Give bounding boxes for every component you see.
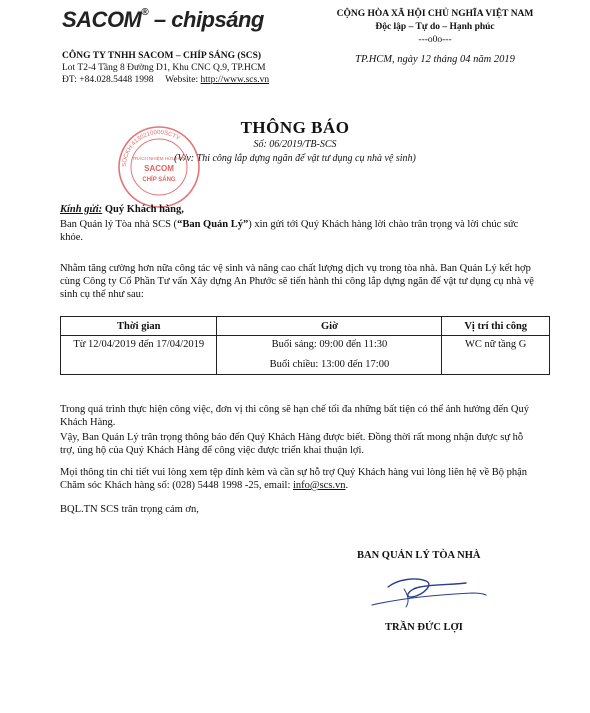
closing-line: BQL.TN SCS trân trọng cảm ơn, [60, 504, 199, 515]
motto-divider: ---o0o--- [418, 35, 452, 45]
notice-number: Số: 06/2019/TB-SCS [253, 139, 337, 150]
paragraph-contact [60, 466, 540, 492]
intro-text-a: Ban Quản lý Tòa nhà SCS ( [60, 219, 178, 230]
logo-registered-mark: ® [141, 7, 149, 18]
header-time: Thời gian [61, 317, 217, 336]
intro-text-bold: “Ban Quản Lý” [177, 219, 249, 230]
paragraph-purpose: Nhằm tăng cường hơn nữa công tác vệ sinh và nâng cao chất lượng dịch vụ trong tòa nhà. Ban Quản Lý kết hợp cùng Công ty Cổ Phần Tư vấn Xây dựng An Phước sẽ tiến hành thi công lắp dựng ngăn để vật tư dụng cụ nhà vệ sinh cụ thể như sau: [60, 263, 534, 300]
company-name: CÔNG TY TNHH SACOM – CHÍP SÁNG (SCS) [62, 51, 262, 61]
header-hours: Giờ [217, 317, 442, 336]
paragraph-intro [60, 218, 540, 244]
email-link[interactable]: info@scs.vn [293, 480, 346, 491]
intro-text-c: ) xin gửi tới Quý Khách hàng lời chào trân trọng và lời chúc sức khỏe. [60, 219, 519, 243]
signatory-name: TRẦN ĐỨC LỢI [385, 622, 463, 633]
signatory-org: BAN QUẢN LÝ TÒA NHÀ [357, 550, 481, 561]
notice-title: THÔNG BÁO [240, 118, 350, 137]
logo-sacom: SACOM [62, 7, 142, 32]
schedule-header-row [61, 317, 550, 336]
company-address: Lot T2-4 Tầng 8 Đường D1, Khu CNC Q.9, TP.HCM [62, 63, 266, 73]
country-name: CỘNG HÒA XÃ HỘI CHỦ NGHĨA VIỆT NAM [336, 9, 534, 19]
table-row [61, 336, 550, 375]
company-contact [62, 74, 269, 86]
hours-afternoon: Buổi chiều: 13:00 đến 17:00 [269, 359, 390, 370]
greeting [60, 203, 540, 216]
national-header [300, 8, 570, 66]
greeting-label: Kính gửi: [60, 204, 103, 215]
paragraph-announce: Vậy, Ban Quản Lý trân trọng thông báo đến Quý Khách Hàng được biết. Đồng thời rất mong nhận được sự hỗ trợ, ủng hộ của Quý Khách Hàng để công việc được triển khai thuận lợi. [60, 432, 524, 456]
logo-chipsang: chipsáng [171, 7, 264, 32]
greeting-recipient: Quý Khách hàng, [102, 204, 184, 215]
website-label: Website: [165, 75, 201, 85]
paragraph-impact: Trong quá trình thực hiện công việc, đơn vị thi công sẽ hạn chế tối đa những bất tiện có thể ảnh hưởng đến Quý Khách Hàng. [60, 404, 529, 428]
hours-morning: Buổi sáng: 09:00 đến 11:30 [271, 339, 388, 350]
place-date: TP.HCM, ngày 12 tháng 04 năm 2019 [355, 54, 515, 65]
company-logo [62, 7, 264, 33]
cell-location: WC nữ tầng G [442, 336, 550, 375]
company-phone: ĐT: +84.028.5448 1998 [62, 75, 154, 85]
logo-dash: – [153, 7, 166, 32]
contact-end: . [345, 480, 349, 491]
schedule-table [60, 316, 550, 375]
cell-time: Từ 12/04/2019 đến 17/04/2019 [61, 336, 217, 375]
contact-text: Mọi thông tin chi tiết vui lòng xem tệp đính kèm và cần sự hỗ trợ Quý Khách hàng vui lòng liên hệ về Bộ phận Chăm sóc Khách hàng số: (028) 5448 1998 -25, email: [60, 467, 528, 491]
company-info [62, 50, 269, 86]
handwritten-signature [368, 565, 488, 615]
website-link[interactable]: http://www.scs.vn [200, 75, 270, 85]
header-location: Vị trí thi công [442, 317, 550, 336]
company-stamp [117, 125, 201, 209]
stamp-ring-text: SOCKH:4130210000SCTY [121, 129, 181, 168]
notice-subject: (V/v: Thi công lắp dựng ngăn để vật tư dụng cụ nhà vệ sinh) [174, 153, 416, 164]
cell-hours [217, 336, 442, 375]
stamp-line2: SACOM [144, 164, 174, 173]
stamp-line3: CHÍP SÁNG [142, 177, 176, 183]
stamp-line1: TRÁCH NHIỆM HỮU HẠN [132, 156, 186, 161]
national-motto: Độc lập – Tự do – Hạnh phúc [375, 22, 495, 32]
